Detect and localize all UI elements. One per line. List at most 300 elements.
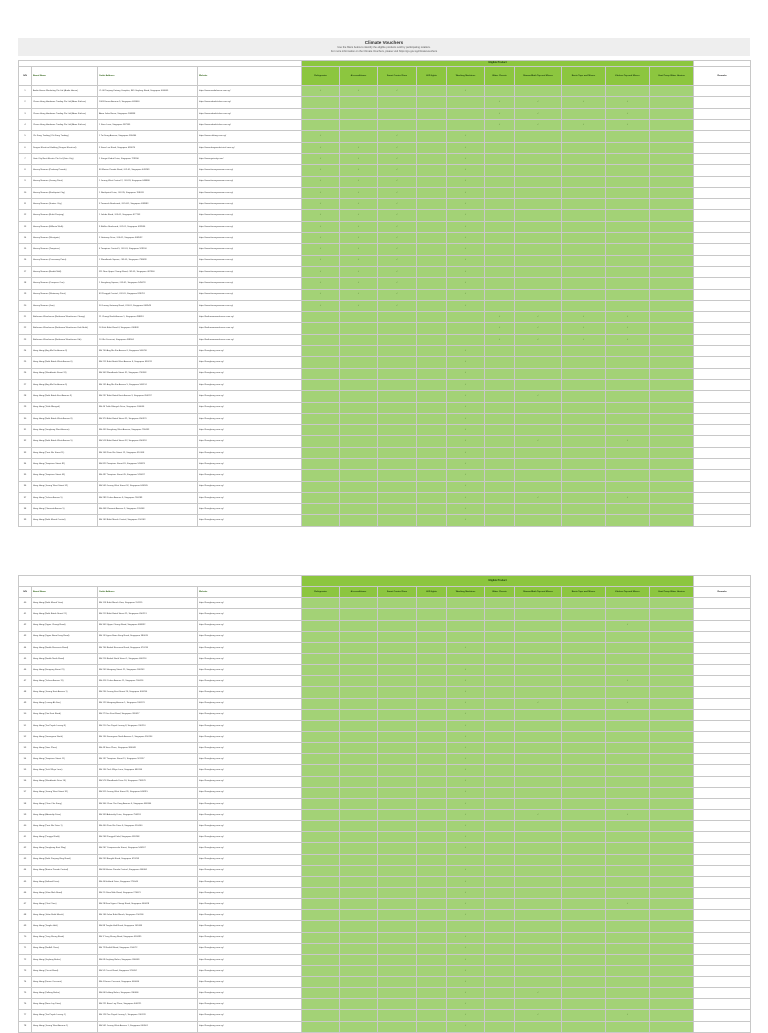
remarks-cell xyxy=(694,965,751,976)
eligibility-cell: ✓ xyxy=(447,876,485,887)
eligibility-cell xyxy=(340,379,378,390)
eligibility-cell xyxy=(515,346,562,357)
website-link: https://honghong.com.sg/ xyxy=(198,754,302,765)
eligibility-cell xyxy=(485,142,515,153)
eligibility-cell xyxy=(302,515,340,526)
table-row xyxy=(19,876,751,887)
eligibility-cell xyxy=(378,832,417,843)
outlet-address: 1003 Eunos Avenue 5, Singapore 409600 xyxy=(98,97,198,108)
eligibility-cell xyxy=(515,131,562,142)
eligibility-cell xyxy=(606,244,650,255)
website-link: https://honghong.com.sg/ xyxy=(198,899,302,910)
brand-name: Harvey Norman (Bedok Mall) xyxy=(32,266,98,277)
voucher-table-page-1 xyxy=(18,60,751,527)
remarks-cell xyxy=(694,832,751,843)
eligibility-cell xyxy=(378,854,417,865)
eligibility-cell xyxy=(485,676,515,687)
eligibility-cell xyxy=(485,720,515,731)
eligibility-cell xyxy=(302,776,340,787)
outlet-address: Blk 440 Pasir Ris Drive 6, Singapore 510440 xyxy=(98,821,198,832)
brand-name: Harvey Norman (Jem) xyxy=(32,300,98,311)
outlet-address: Blk 211 Bukit Batok West Avenue 6, Singapore 650211 xyxy=(98,357,198,368)
eligibility-cell xyxy=(562,244,606,255)
website-link: https://honghong.com.sg/ xyxy=(198,921,302,932)
serial-number: 25 xyxy=(19,357,32,368)
eligibility-cell xyxy=(485,221,515,232)
outlet-address: Blk 210 Toa Payoh Lorong 8, Singapore 310210 xyxy=(98,720,198,731)
eligibility-cell xyxy=(606,653,650,664)
website-link: https://honghong.com.sg/ xyxy=(198,1010,302,1021)
eligibility-cell: ✓ xyxy=(302,176,340,187)
eligibility-cell xyxy=(485,910,515,921)
remarks-cell xyxy=(694,233,751,244)
table-row xyxy=(19,598,751,609)
eligibility-cell: ✓ xyxy=(606,108,650,119)
outlet-address: 9 Raffles Boulevard, #02-01, Singapore 039596 xyxy=(98,221,198,232)
eligibility-cell xyxy=(650,108,694,119)
serial-number: 10 xyxy=(19,187,32,198)
eligibility-cell xyxy=(606,515,650,526)
outlet-address: Blk 518 Bukit Batok Street 52, Singapore 650518 xyxy=(98,436,198,447)
table-row xyxy=(19,244,751,255)
eligibility-cell xyxy=(417,821,447,832)
eligibility-cell xyxy=(606,754,650,765)
eligibility-cell xyxy=(515,999,562,1010)
website-link: https://honghong.com.sg/ xyxy=(198,943,302,954)
eligibility-cell xyxy=(417,187,447,198)
eligibility-cell xyxy=(378,809,417,820)
remarks-cell xyxy=(694,458,751,469)
eligibility-cell xyxy=(650,609,694,620)
brand-name: Hong Hong (Ang Mo Kio Avenue 3) xyxy=(32,346,98,357)
eligibility-cell xyxy=(485,470,515,481)
eligibility-cell xyxy=(485,413,515,424)
eligibility-cell xyxy=(485,368,515,379)
column-header: Remarks xyxy=(694,67,751,86)
eligibility-cell xyxy=(302,709,340,720)
table-row xyxy=(19,999,751,1010)
table-body-page-2 xyxy=(19,598,751,1032)
eligibility-cell xyxy=(378,765,417,776)
column-header: Basin Taps and Mixers xyxy=(562,587,606,598)
eligibility-cell: ✓ xyxy=(447,425,485,436)
remarks-cell xyxy=(694,289,751,300)
eligibility-cell xyxy=(340,458,378,469)
eligibility-cell xyxy=(340,954,378,965)
website-link: https://www.harveynorman.com.sg/ xyxy=(198,187,302,198)
eligibility-cell xyxy=(340,787,378,798)
eligibility-cell xyxy=(378,436,417,447)
table-row xyxy=(19,977,751,988)
eligibility-cell xyxy=(515,515,562,526)
table-row xyxy=(19,731,751,742)
remarks-cell xyxy=(694,323,751,334)
title-band xyxy=(18,38,750,56)
eligibility-cell xyxy=(515,921,562,932)
eligibility-cell xyxy=(650,300,694,311)
column-header: Outlet Address xyxy=(98,587,198,598)
eligibility-cell xyxy=(485,932,515,943)
eligibility-cell xyxy=(650,631,694,642)
eligibility-cell xyxy=(650,357,694,368)
eligibility-cell xyxy=(340,720,378,731)
eligibility-cell: ✓ xyxy=(340,255,378,266)
remarks-cell xyxy=(694,609,751,620)
eligibility-cell xyxy=(378,943,417,954)
brand-name: Hong Hong (Ghim Moh Road) xyxy=(32,887,98,898)
outlet-address: Blk 253 Bangkit Road, Singapore 670253 xyxy=(98,854,198,865)
eligibility-cell xyxy=(562,86,606,97)
eligibility-cell: ✓ xyxy=(302,244,340,255)
website-link: https://honghong.com.sg/ xyxy=(198,698,302,709)
outlet-address: #1-08 Tanjong Katong Complex, 845 Geylang Road, Singapore 400845 xyxy=(98,86,198,97)
remarks-cell xyxy=(694,631,751,642)
outlet-address: Blk 353 Admiralty Drive, Singapore 750353 xyxy=(98,809,198,820)
eligibility-cell xyxy=(485,1010,515,1021)
eligibility-cell xyxy=(378,787,417,798)
column-header: Brand Name xyxy=(32,67,98,86)
eligibility-cell: ✓ xyxy=(485,334,515,345)
eligibility-cell xyxy=(562,631,606,642)
eligibility-cell xyxy=(302,731,340,742)
eligibility-cell: ✓ xyxy=(515,436,562,447)
brand-name: Harvey Norman (Suntec City) xyxy=(32,199,98,210)
eligibility-cell xyxy=(302,402,340,413)
outlet-address: Blk 501 Jurong West Avenue 1, Singapore 640501 xyxy=(98,1021,198,1032)
eligibility-cell xyxy=(378,598,417,609)
eligibility-cell xyxy=(650,965,694,976)
brand-name: Hong Hong (Holland Drive) xyxy=(32,876,98,887)
eligibility-cell xyxy=(378,631,417,642)
outlet-address: 1 Northpoint Drive, #02-35, Singapore 768019 xyxy=(98,187,198,198)
column-header: Kitchen Tap and Mixers xyxy=(606,67,650,86)
outlet-address: Blk 453 Sengkang West Avenue, Singapore 790453 xyxy=(98,425,198,436)
eligibility-cell xyxy=(650,787,694,798)
table-row xyxy=(19,289,751,300)
table-row xyxy=(19,609,751,620)
eligibility-cell: ✓ xyxy=(340,176,378,187)
eligibility-cell xyxy=(302,765,340,776)
table-row xyxy=(19,391,751,402)
eligibility-cell xyxy=(650,312,694,323)
serial-number: 32 xyxy=(19,436,32,447)
serial-number: 22 xyxy=(19,323,32,334)
eligibility-cell xyxy=(650,698,694,709)
eligibility-cell xyxy=(606,977,650,988)
eligibility-cell xyxy=(302,470,340,481)
eligibility-cell: ✓ xyxy=(447,504,485,515)
website-link: https://honghong.com.sg/ xyxy=(198,425,302,436)
remarks-cell xyxy=(694,131,751,142)
eligibility-cell xyxy=(650,876,694,887)
remarks-cell xyxy=(694,187,751,198)
eligibility-cell xyxy=(485,832,515,843)
eligibility-cell xyxy=(606,765,650,776)
website-link: https://honghong.com.sg/ xyxy=(198,954,302,965)
eligibility-cell xyxy=(417,425,447,436)
column-header-row xyxy=(19,67,751,86)
eligibility-cell xyxy=(485,687,515,698)
outlet-address: 3 Gateway Drive, #04-01, Singapore 608532 xyxy=(98,233,198,244)
eligibility-cell xyxy=(378,120,417,131)
eligibility-cell: ✓ xyxy=(447,743,485,754)
website-link: https://www.harveynorman.com.sg/ xyxy=(198,266,302,277)
eligibility-cell xyxy=(562,391,606,402)
eligibility-cell xyxy=(378,413,417,424)
eligibility-cell xyxy=(302,787,340,798)
eligibility-cell xyxy=(417,954,447,965)
eligibility-cell xyxy=(302,323,340,334)
outlet-address: Blk 216 Bedok North Street 1, Singapore 460216 xyxy=(98,653,198,664)
eligibility-cell xyxy=(650,999,694,1010)
outlet-address: Blk 128 Toa Payoh Lorong 1, Singapore 310128 xyxy=(98,1010,198,1021)
eligibility-cell xyxy=(417,977,447,988)
table-row xyxy=(19,108,751,119)
eligibility-cell xyxy=(378,357,417,368)
remarks-cell xyxy=(694,765,751,776)
remarks-cell xyxy=(694,876,751,887)
eligibility-cell xyxy=(485,153,515,164)
eligibility-cell: ✓ xyxy=(340,187,378,198)
eligibility-cell: ✓ xyxy=(447,698,485,709)
eligibility-cell xyxy=(485,743,515,754)
website-link: https://honghong.com.sg/ xyxy=(198,402,302,413)
remarks-cell xyxy=(694,854,751,865)
eligibility-cell xyxy=(485,798,515,809)
brand-name: Hong Hong (Upper Changi Road) xyxy=(32,620,98,631)
brand-name: Harvey Norman (Bukit Panjang) xyxy=(32,210,98,221)
eligibility-cell xyxy=(417,743,447,754)
eligibility-cell xyxy=(340,843,378,854)
eligibility-cell xyxy=(340,653,378,664)
remarks-cell xyxy=(694,210,751,221)
brand-name: Hong Hong (Bukit Merah View) xyxy=(32,598,98,609)
eligibility-cell xyxy=(417,357,447,368)
eligibility-cell: ✓ xyxy=(606,97,650,108)
eligibility-cell xyxy=(417,631,447,642)
remarks-cell xyxy=(694,97,751,108)
eligibility-cell: ✓ xyxy=(447,910,485,921)
eligibility-cell xyxy=(515,787,562,798)
serial-number: 34 xyxy=(19,458,32,469)
remarks-cell xyxy=(694,932,751,943)
eligibility-cell xyxy=(485,642,515,653)
eligibility-cell xyxy=(417,86,447,97)
eligibility-cell xyxy=(562,843,606,854)
column-header: Outlet Address xyxy=(98,67,198,86)
eligibility-cell xyxy=(562,199,606,210)
eligibility-cell xyxy=(606,743,650,754)
outlet-address: Blk 84 Marine Parade Central, Singapore 440084 xyxy=(98,865,198,876)
eligibility-cell xyxy=(515,425,562,436)
website-link: https://www.audiohouse.com.sg/ xyxy=(198,86,302,97)
serial-number: 45 xyxy=(19,653,32,664)
eligibility-cell xyxy=(562,187,606,198)
eligibility-cell xyxy=(650,255,694,266)
eligible-product-header: Eligible Product xyxy=(302,61,694,67)
website-link: https://honghong.com.sg/ xyxy=(198,988,302,999)
outlet-address: 83 Punggol Central, #02-01, Singapore 828761 xyxy=(98,289,198,300)
eligibility-cell: ✓ xyxy=(378,165,417,176)
outlet-address: 1 Jurong West Central 2, #03-33, Singapore 648886 xyxy=(98,176,198,187)
table-row xyxy=(19,515,751,526)
eligibility-cell: ✓ xyxy=(515,988,562,999)
eligibility-cell xyxy=(417,687,447,698)
serial-number: 36 xyxy=(19,481,32,492)
eligibility-cell: ✓ xyxy=(447,843,485,854)
website-link: https://honghong.com.sg/ xyxy=(198,843,302,854)
brand-name: Hong Hong (Telok Blangah) xyxy=(32,402,98,413)
eligibility-cell xyxy=(417,233,447,244)
eligibility-cell xyxy=(485,481,515,492)
eligibility-cell: ✓ xyxy=(606,312,650,323)
eligibility-cell xyxy=(650,153,694,164)
brand-name: Hong Hong (Kim Keat Road) xyxy=(32,709,98,720)
eligibility-cell xyxy=(562,821,606,832)
table-row xyxy=(19,312,751,323)
eligibility-cell xyxy=(562,458,606,469)
eligibility-cell: ✓ xyxy=(447,665,485,676)
website-link: https://www.harveynorman.com.sg/ xyxy=(198,255,302,266)
eligibility-cell: ✓ xyxy=(340,266,378,277)
eligibility-cell: ✓ xyxy=(606,323,650,334)
brand-name: Hong Hong (Jurong West Avenue 1) xyxy=(32,1021,98,1032)
eligibility-cell: ✓ xyxy=(302,187,340,198)
eligibility-cell: ✓ xyxy=(378,199,417,210)
remarks-cell xyxy=(694,379,751,390)
eligibility-cell xyxy=(340,921,378,932)
brand-name: Harvey Norman (Compass One) xyxy=(32,278,98,289)
remarks-cell xyxy=(694,221,751,232)
eligibility-cell xyxy=(606,481,650,492)
serial-number: 64 xyxy=(19,865,32,876)
eligibility-cell xyxy=(606,504,650,515)
eligibility-cell: ✓ xyxy=(302,289,340,300)
brand-name: Hong Hong (Sengkang East Way) xyxy=(32,843,98,854)
eligibility-cell xyxy=(417,887,447,898)
eligibility-cell: ✓ xyxy=(447,492,485,503)
brand-name: Hong Hong (Circuit Road) xyxy=(32,965,98,976)
brand-name: Hong Hong (Bukit Batok West Avenue 6) xyxy=(32,357,98,368)
eligibility-cell xyxy=(485,187,515,198)
eligibility-cell: ✓ xyxy=(302,86,340,97)
eligibility-cell xyxy=(606,954,650,965)
eligibility-cell xyxy=(650,821,694,832)
eligibility-cell xyxy=(650,910,694,921)
brand-name: Hong Hong (Boon Lay Drive) xyxy=(32,999,98,1010)
website-link: https://www.abankitchen.com.sg/ xyxy=(198,97,302,108)
eligibility-cell xyxy=(562,425,606,436)
website-link: https://honghong.com.sg/ xyxy=(198,776,302,787)
brand-name: Hong Hong (Bukit Merah Central) xyxy=(32,515,98,526)
eligibility-cell xyxy=(302,368,340,379)
eligibility-cell xyxy=(417,278,447,289)
eligibility-cell: ✓ xyxy=(606,698,650,709)
eligibility-cell xyxy=(485,379,515,390)
remarks-cell xyxy=(694,676,751,687)
eligibility-cell: ✓ xyxy=(447,687,485,698)
table-row xyxy=(19,368,751,379)
serial-number: 72 xyxy=(19,954,32,965)
eligibility-cell xyxy=(515,255,562,266)
brand-name: Hong Hong (Pasir Ris Drive 1) xyxy=(32,821,98,832)
serial-number: 68 xyxy=(19,910,32,921)
serial-number: 28 xyxy=(19,391,32,402)
eligibility-cell: ✓ xyxy=(302,300,340,311)
eligibility-cell: ✓ xyxy=(302,266,340,277)
brand-name: Hong Hong (Teck Whye Lane) xyxy=(32,765,98,776)
eligibility-cell xyxy=(650,323,694,334)
eligibility-cell xyxy=(417,899,447,910)
table-row xyxy=(19,176,751,187)
eligibility-cell xyxy=(606,843,650,854)
eligibility-cell xyxy=(562,221,606,232)
eligibility-cell xyxy=(562,665,606,676)
eligibility-cell xyxy=(562,278,606,289)
eligibility-cell xyxy=(485,86,515,97)
eligibility-cell xyxy=(515,776,562,787)
eligibility-cell: ✓ xyxy=(447,642,485,653)
eligibility-cell xyxy=(562,165,606,176)
eligibility-cell xyxy=(417,447,447,458)
outlet-address: Blk 46 Telok Blangah Drive, Singapore 100046 xyxy=(98,402,198,413)
website-link: https://honghong.com.sg/ xyxy=(198,481,302,492)
eligibility-cell xyxy=(340,436,378,447)
eligibility-cell xyxy=(417,255,447,266)
eligibility-cell xyxy=(340,687,378,698)
remarks-cell xyxy=(694,743,751,754)
remarks-cell xyxy=(694,300,751,311)
eligibility-cell xyxy=(562,515,606,526)
eligibility-cell xyxy=(562,954,606,965)
serial-number: 39 xyxy=(19,515,32,526)
eligibility-cell xyxy=(417,131,447,142)
eligibility-cell xyxy=(340,108,378,119)
brand-name: Hong Hong (Ang Mo Kio Avenue 5) xyxy=(32,379,98,390)
eligibility-cell xyxy=(562,698,606,709)
outlet-address: Blk 21 Ghim Moh Road, Singapore 270021 xyxy=(98,887,198,898)
eligibility-cell xyxy=(417,504,447,515)
document-subtitle-1: Use the filters below to identify the eligible products sold by participating retailers. xyxy=(337,46,431,49)
eligibility-cell xyxy=(606,999,650,1010)
eligibility-cell xyxy=(562,999,606,1010)
website-link: https://www.gaincity.com/ xyxy=(198,153,302,164)
eligibility-cell xyxy=(562,798,606,809)
eligibility-cell xyxy=(378,653,417,664)
eligibility-cell xyxy=(485,731,515,742)
serial-number: 59 xyxy=(19,809,32,820)
eligibility-cell xyxy=(340,910,378,921)
remarks-cell xyxy=(694,255,751,266)
eligibility-cell xyxy=(302,832,340,843)
serial-number: 51 xyxy=(19,720,32,731)
eligibility-cell: ✓ xyxy=(606,620,650,631)
eligibility-cell xyxy=(485,515,515,526)
eligibility-cell xyxy=(302,932,340,943)
eligibility-cell: ✓ xyxy=(447,86,485,97)
eligibility-cell: ✓ xyxy=(447,943,485,954)
website-link: https://honghong.com.sg/ xyxy=(198,642,302,653)
remarks-cell xyxy=(694,199,751,210)
eligibility-cell xyxy=(562,765,606,776)
eligibility-cell: ✓ xyxy=(447,379,485,390)
outlet-address: 1 Tai Seng Avenue, Singapore 536464 xyxy=(98,131,198,142)
eligibility-cell xyxy=(650,709,694,720)
eligibility-cell xyxy=(485,765,515,776)
website-link: https://honghong.com.sg/ xyxy=(198,458,302,469)
eligibility-cell: ✓ xyxy=(340,86,378,97)
eligibility-cell xyxy=(515,631,562,642)
